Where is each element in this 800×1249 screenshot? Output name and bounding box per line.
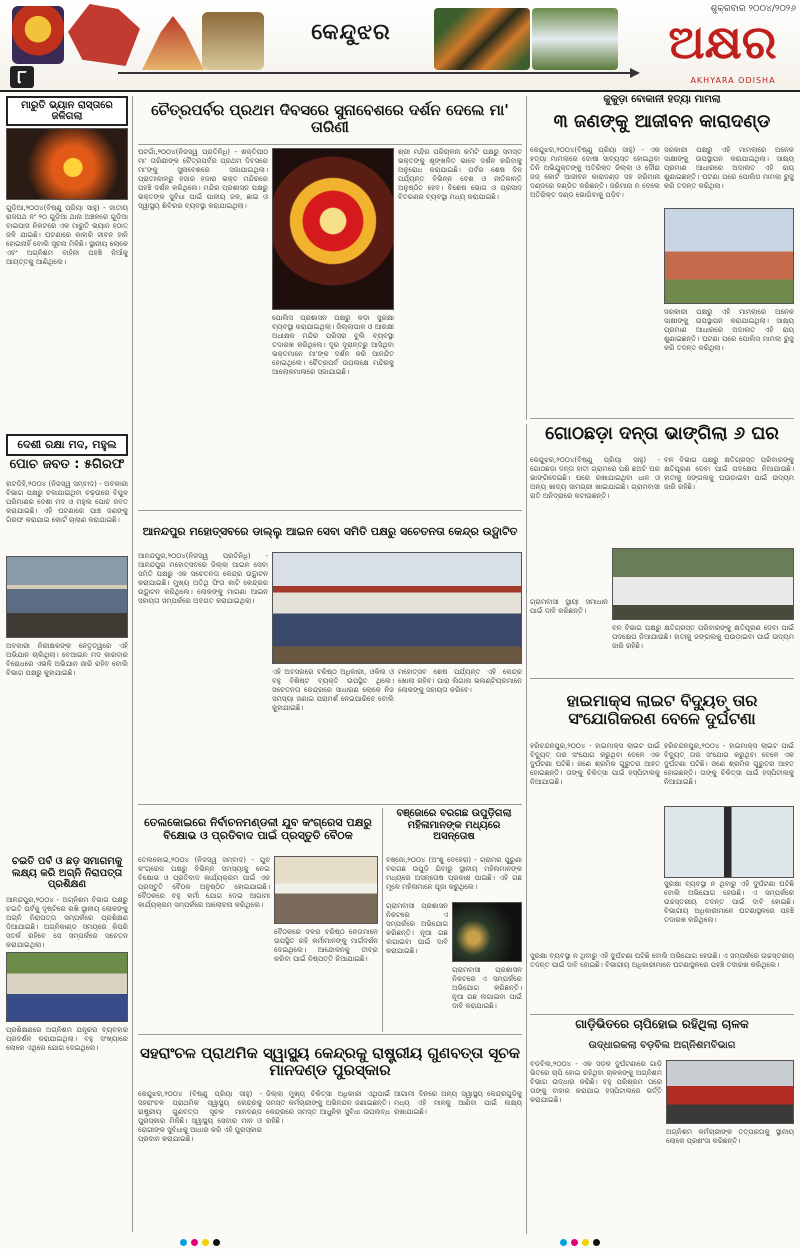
story-fire-training-body: ଆନନ୍ଦପୁର,୨୦୦୪ - ଅଗ୍ନିଶମ ବିଭାଗ ପକ୍ଷରୁ ଚଇତି ପର୍ବକୁ ଦୃଷ୍ଟିରେ ରଖି ସ୍ଥାନୀୟ ଲୋକଙ୍କୁ ଅଗ୍ନି ନିରାପତ୍ତା ସମ୍ପର୍କରେ ପ୍ରଶିକ୍ଷଣ ଦିଆଯାଇଛି। ଅଗ୍ନିକାଣ୍ଡ ସମୟରେ କିପରି ସତର୍କ ରହିବେ ସେ ସମ୍ପର୍କରେ ସଚେତନ କରାଯାଇଥିଲା।	[6, 896, 128, 949]
story-main-body-col3: ଶ୍ରୀ ମନ୍ଦିର ପରିଚାଳନା କମିଟି ପକ୍ଷରୁ ସମସ୍ତ ଭକ୍ତଙ୍କୁ ଶୃଙ୍ଖଳିତ ଭାବେ ଦର୍ଶନ କରିବାକୁ ଅନୁରୋଧ କରାଯାଇଛି। ପର୍ବର ଶେଷ ଦିନ ପର୍ଯ୍ୟନ୍ତ ବିଭିନ୍ନ ବେଶ ଓ ନୀତିକାନ୍ତି ଅନୁଷ୍ଠିତ ହେବ। ବିଶେଷ ଭୋଗ ଓ ପ୍ରସାଦ ବିତରଣର ବ୍ୟବସ୍ଥା ମଧ୍ୟ କରାଯାଇଛି।	[398, 148, 522, 201]
section-rule	[138, 510, 522, 511]
section-rule	[530, 418, 794, 419]
color-swatches	[560, 1239, 600, 1246]
headline-rule	[138, 144, 522, 145]
story-fire-headline: ମାରୁତି ଭ୍ୟାନ ରାସ୍ତାରେ ଜଳିଗଲା	[6, 96, 128, 126]
page-number: ୮	[10, 66, 34, 88]
column-rule	[526, 96, 527, 420]
story-rescue-subheadline: ଉଦ୍ଧାରକଲା ବଡ଼ବିଲ ଅଗ୍ନିଶମବିଭାଗ	[588, 1040, 736, 1051]
black-swatch	[213, 1239, 220, 1246]
story-banjo-photo	[452, 902, 522, 962]
story-telkoi-photo	[274, 856, 378, 924]
newspaper-logo: ଅକ୍ଷର	[668, 15, 777, 69]
story-highmast-photo	[664, 806, 794, 878]
temple-photo	[202, 12, 264, 70]
story-elephant-headline: ଗୋଠଛଡ଼ା ଦନ୍ତା ଭାଙ୍ଗିଲା ୬ ଘର	[545, 424, 779, 444]
story-main-headline: ଚୈତ୍ରପର୍ବର ପ୍ରଥମ ଦିବସରେ ସୁନାବେଶରେ ଦର୍ଶନ ଦେଲେ ମା' ତାରିଣୀ	[151, 100, 509, 136]
story-murder-body-col2: ସରକାରୀ ପକ୍ଷରୁ ଏହି ମାମଲାରେ ଅନେକ ସାକ୍ଷୀଙ୍କୁ ଉପସ୍ଥାପନ କରାଯାଇଥିଲା। ସାକ୍ଷ୍ୟ ପ୍ରମାଣ ଆଧାରରେ ଅଦାଲତ ଏହି ରାୟ ଶୁଣାଇଛନ୍ତି। ଘଟଣା ପରେ ପୋଲିସ ମାମଲା ରୁଜୁ କରି ତଦନ୍ତ କରିଥିଲା।	[664, 146, 794, 190]
story-fire-photo	[6, 128, 128, 200]
story-desi-subheadline: ପୋଚ ଜବତ : ୫ଗିରଫ	[9, 458, 125, 472]
masthead-arrow	[118, 72, 638, 74]
story-main-photo-deity	[272, 148, 394, 310]
story-elephant-photo	[612, 548, 794, 620]
story-highmast-headline: ହାଇମାକ୍ସ ଲାଇଟ ବିଦ୍ୟୁତ୍ ତାର ସଂଯୋଗିକରଣ ବେଳେ ଦୁର୍ଘଟଣା	[566, 690, 758, 728]
story-anandapur-body-col2: ଏହି ଅବସରରେ ବରିଷ୍ଠ ଅଧିକାରୀ, ଓକିଲ ଓ ବହୁ ବିଶିଷ୍ଟ ବ୍ୟକ୍ତି ଉପସ୍ଥିତ ଥିଲେ। ସଚେତନତା କେନ୍ଦ୍ରରେ ସାଧାରଣ ଲୋକେ ନିଜ ସମସ୍ୟା ଜଣାଇ ପରାମର୍ଶ ନେଇପାରିବେ ବୋଲି କୁହାଯାଇଛି।	[272, 668, 394, 712]
story-rescue-headline: ଗାଡ଼ିଭିତରେ ଚାପିହୋଇ ରହିଥିଲା ଚାଳକ	[575, 1018, 749, 1031]
story-elephant-body-col3: ଗ୍ରାମବାସୀ ସ୍ଥାୟୀ ସମାଧାନ ପାଇଁ ଦାବି କରିଛନ୍ତି।	[530, 598, 608, 615]
story-highmast-body-continued: ସୁରକ୍ଷା ବ୍ୟବସ୍ଥା ନ ଥିବାରୁ ଏହି ଦୁର୍ଘଟଣା ଘଟିଛି ବୋଲି ଅଭିଯୋଗ ହେଉଛି। ଏ ସମ୍ପର୍କରେ ଉଚ୍ଚସ୍ତରୀୟ ତଦନ୍ତ ପାଇଁ ଦାବି ହୋଇଛି। ବିଭାଗୀୟ ଅଧିକାରୀମାନେ ଘଟଣାସ୍ଥଳରେ ପହଞ୍ଚି ତଦାରଖ କରିଥିଲେ।	[530, 952, 794, 969]
story-fire-body: ଗୁଡ଼ିଆ,୨୦୦୪(ବିଷ୍ଣୁ ପ୍ରିୟା ସାହୁ) - ଜାତୀୟ ରାଜପଥ ନଂ ୨୦ ଗୁଡ଼ିଆ ଥାନା ଅଞ୍ଚଳରେ ଗୁଡ଼ିଆ ବାଇପାସ ନିକଟରେ ଏକ ମାରୁତି ଭ୍ୟାନ ହଠାତ୍ ଜଳି ଯାଇଛି। ଘଟଣାରେ କାହାରି ଜୀବନ ହାନି ହୋଇନାହିଁ ବୋଲି ସୂଚନା ମିଳିଛି। ସ୍ଥାନୀୟ ଲୋକେ ଏବଂ ଅଗ୍ନିଶମ ବାହିନୀ ପହଞ୍ଚି ନିଆଁକୁ ଆୟତ୍ତକୁ ଆଣିଥିଲେ।	[6, 204, 128, 266]
story-health-body-col1: କେନ୍ଦୁଝର,୨୦୦୪ (ବିଷ୍ଣୁ ପ୍ରିୟା ସାହୁ) - ସହରାଂଚଳ ପ୍ରାଥମିକ ସ୍ୱାସ୍ଥ୍ୟ କେନ୍ଦ୍ରକୁ ରାଷ୍ଟ୍ରୀୟ ଗୁଣବତ୍ତା ସୂଚକ ମାନଦଣ୍ଡ ପୁରସ୍କାର ମିଳିଛି। ସ୍ୱାସ୍ଥ୍ୟ ସେବାର ମାନ ଓ ରୋଗୀଙ୍କ ସୁବିଧାକୁ ଆଧାର କରି ଏହି ପୁରସ୍କାର ପ୍ରଦାନ କରାଯାଇଛି।	[138, 1090, 262, 1143]
story-anandapur-body-col3: ମହୋତ୍ସବ ଶେଷ ପର୍ଯ୍ୟନ୍ତ ଏହି କେନ୍ଦ୍ର ଖୋଲା ରହିବ। ପାରା ଲିଗାଲ ଭଲଣ୍ଟିୟରମାନେ ଲୋକଙ୍କୁ ସହାୟତା କରିବେ।	[398, 668, 522, 694]
column-rule	[526, 1018, 527, 1234]
magenta-swatch	[571, 1239, 578, 1246]
story-rescue-body-col2: ଅଗ୍ନିଶମ କର୍ମଚାରୀଙ୍କ ତତ୍ପରତାକୁ ସ୍ଥାନୀୟ ଲୋକେ ପ୍ରଶଂସା କରିଛନ୍ତି।	[666, 1128, 794, 1145]
deity-image	[12, 6, 64, 64]
story-banjo-body-continued: ଗ୍ରାମବାସୀ ପ୍ରଶାସନ ନିକଟରେ ଏ ସମ୍ପର୍କରେ ଅଭିଯୋଗ କରିଛନ୍ତି। ନୂଆ ଗଛ ଲଗାଇବା ପାଇଁ ଦାବି କରାଯାଇଛି।	[386, 902, 448, 955]
section-rule	[530, 678, 794, 679]
section-rule	[530, 1014, 794, 1015]
issue-date: ଶୁକ୍ରବାର ୨୦୦୪/୨୦୨୬	[710, 4, 796, 14]
newspaper-logo-subtitle: AKHYARA ODISHA	[690, 76, 776, 85]
column-rule	[382, 808, 383, 1032]
story-murder-kicker: କୁକୁଡ଼ା ବୋକାନୀ ହତ୍ୟା ମାମଲା	[603, 94, 721, 105]
story-desi-body-continued: ଅବକାରୀ ନିରୀକ୍ଷକଙ୍କ ନେତୃତ୍ୱରେ ଏହି ଅଭିଯାନ ଚାଲିଥିଲା। ବେଆଇନ ମଦ କାରବାର ବିରୋଧରେ ଏଭଳି ଅଭିଯାନ ଜାରି ରହିବ ବୋଲି ବିଭାଗ ପକ୍ଷରୁ କୁହାଯାଇଛି।	[6, 642, 128, 677]
story-murder-headline: ୩ ଜଣଙ୍କୁ ଆଜୀବନ କାରାଦଣ୍ଡ	[553, 112, 771, 132]
story-highmast-body-col2: ହରିଚନ୍ଦନପୁର,୨୦୦୪ - ହାଇମାକ୍ସ ଲାଇଟ ପାଇଁ ବିଦ୍ୟୁତ୍ ତାର ସଂଯୋଗ କରୁଥିବା ବେଳେ ଏକ ଦୁର୍ଘଟଣା ଘଟିଛି। ଜଣେ ଶ୍ରମିକ ଗୁରୁତର ଆହତ ହୋଇଛନ୍ତି। ତାଙ୍କୁ ଚିକିତ୍ସା ପାଇଁ ହସ୍ପିଟାଲକୁ ନିଆଯାଇଛି।	[664, 742, 794, 786]
section-rule	[138, 1034, 522, 1035]
magenta-swatch	[191, 1239, 198, 1246]
story-fire-training-photo	[6, 952, 128, 1022]
yellow-swatch	[202, 1239, 209, 1246]
yellow-swatch	[582, 1239, 589, 1246]
story-desi-body: ହାଟଡିହି,୨୦୦୪ (ନିଜସ୍ୱ ସମ୍ବାଦ) - ଅବକାରୀ ବିଭାଗ ପକ୍ଷରୁ ଚଳାଯାଇଥିବା ଚଢ଼ଉରେ ବିପୁଳ ପରିମାଣର ଦେଶୀ ମଦ ଓ ମହୁଲ ପୋଚ ଜବତ କରାଯାଇଛି। ଏହି ଘଟଣାରେ ପାଞ୍ଚ ଜଣଙ୍କୁ ଗିରଫ କରାଯାଇ କୋର୍ଟ ଚାଲାଣ କରାଯାଇଛି।	[6, 480, 128, 524]
column-rule	[132, 96, 133, 1232]
story-murder-body-col1: କେନ୍ଦୁଝର,୨୦୦୪(ବିଷ୍ଣୁ ପ୍ରିୟା ସାହୁ) - ଏକ ହତ୍ୟା ମାମଲାରେ ଦୋଷୀ ସାବ୍ୟସ୍ତ ହୋଇଥିବା ତିନି ଅଭିଯୁକ୍ତଙ୍କୁ ଅତିରିକ୍ତ ଜିଲ୍ଲା ଓ ଦୌରା ଜଜ୍ କୋର୍ଟ ଆଜୀବନ କାରାଦଣ୍ଡ ସହ ଜରିମାନା ଦଣ୍ଡରେ ଦଣ୍ଡିତ କରିଛନ୍ତି। ଜରିମାନା ନ ଦେଲେ ଅତିରିକ୍ତ ଦଣ୍ଡ ଭୋଗିବାକୁ ପଡ଼ିବ।	[530, 146, 660, 199]
story-desi-photo	[6, 556, 128, 638]
cyan-swatch	[180, 1239, 187, 1246]
story-rescue-photo	[666, 1060, 794, 1124]
story-highmast-body-col1: ହରିଚନ୍ଦନପୁର,୨୦୦୪ - ହାଇମାକ୍ସ ଲାଇଟ ପାଇଁ ବିଦ୍ୟୁତ୍ ତାର ସଂଯୋଗ କରୁଥିବା ବେଳେ ଏକ ଦୁର୍ଘଟଣା ଘଟିଛି। ଜଣେ ଶ୍ରମିକ ଗୁରୁତର ଆହତ ହୋଇଛନ୍ତି। ତାଙ୍କୁ ଚିକିତ୍ସା ପାଇଁ ହସ୍ପିଟାଲକୁ ନିଆଯାଇଛି।	[530, 742, 660, 786]
district-title: କେନ୍ଦୁଝର	[311, 19, 391, 45]
story-telkoi-body-col1: ତେଲକୋଇ,୨୦୦୪ (ନିଜସ୍ୱ ସମ୍ବାଦ) - ଯୁବ କଂଗ୍ରେସ ପକ୍ଷରୁ ବିଭିନ୍ନ ସମସ୍ୟାକୁ ନେଇ ବିକ୍ଷୋଭ ଓ ପ୍ରତିବାଦ କାର୍ଯ୍ୟକ୍ରମ ପାଇଁ ଏକ ପ୍ରସ୍ତୁତି ବୈଠକ ଅନୁଷ୍ଠିତ ହୋଇଯାଇଛି। ବୈଠକରେ ବହୁ କର୍ମୀ ଯୋଗ ଦେଇ ଆଗାମୀ କାର୍ଯ୍ୟକ୍ରମ ସମ୍ପର୍କରେ ଆଲୋଚନା କରିଥିଲେ।	[138, 856, 270, 909]
story-anandapur-headline: ଆନନ୍ଦପୁର ମହୋତ୍ସବରେ ଡାଲ୍ଲୁ ଆଇନ ସେବା ସମିତି ପକ୍ଷରୁ ସଚେତନତା କେନ୍ଦ୍ର ଉଦ୍ଘାଟିତ	[142, 524, 518, 538]
story-elephant-body-col4: ବନ ବିଭାଗ ପକ୍ଷରୁ କ୍ଷତିଗ୍ରସ୍ତ ପରିବାରଙ୍କୁ କ୍ଷତିପୂରଣ ଦେବା ପାଇଁ ପଦକ୍ଷେପ ନିଆଯାଉଛି। ହାତୀକୁ ଜଙ୍ଗଲକୁ ଘଉଡ଼ାଇବା ପାଇଁ ଉଦ୍ୟମ ଜାରି ରହିଛି।	[612, 624, 794, 650]
story-fire-training-body-continued: ପ୍ରଶିକ୍ଷଣରେ ଅଗ୍ନିଶମ ଯନ୍ତ୍ରର ବ୍ୟବହାର ପ୍ରଦର୍ଶନ କରାଯାଇଥିଲା। ବହୁ ସଂଖ୍ୟାରେ ଲୋକେ ଏଥିରେ ଯୋଗ ଦେଇଥିଲେ।	[6, 1026, 128, 1052]
story-main-body-col1: ଘଟଗାଁ,୨୦୦୪(ନିଜସ୍ୱ ପ୍ରତିନିଧି) - ଶକ୍ତିପୀଠ ମା' ତାରିଣୀଙ୍କ ଚୈତ୍ରପର୍ବର ପ୍ରଥମ ଦିବସରେ ମା'ଙ୍କୁ ସୁନାବେଶରେ ସଜାଯାଇଥିଲା। ପ୍ରାତଃକାଳରୁ ହଜାର ହଜାର ଭକ୍ତ ମନ୍ଦିରରେ ପହଞ୍ଚି ଦର୍ଶନ କରିଥିଲେ। ମନ୍ଦିର ପ୍ରଶାସନ ପକ୍ଷରୁ ଭକ୍ତଙ୍କ ସୁବିଧା ପାଇଁ ପାନୀୟ ଜଳ, ଛାଇ ଓ ସ୍ୱାସ୍ଥ୍ୟ ଶିବିରର ବ୍ୟବସ୍ଥା କରାଯାଇଥିଲା।	[138, 148, 268, 210]
story-health-body-col2: ଜିଲ୍ଲା ମୁଖ୍ୟ ଚିକିତ୍ସା ଅଧିକାରୀ ଏଥିପାଇଁ ସମସ୍ତ କର୍ମଚାରୀଙ୍କୁ ଅଭିନନ୍ଦନ ଜଣାଇଛନ୍ତି। କେନ୍ଦ୍ରରେ ସମସ୍ତ ଆଧୁନିକ ସୁବିଧା ଉପଲବ୍ଧ ରହିଛି।	[266, 1090, 390, 1125]
story-rescue-body-col1: ବଡ଼ବିଲ,୨୦୦୪ - ଏକ ସଡ଼କ ଦୁର୍ଘଟଣାରେ ଗାଡ଼ି ଭିତରେ ଚାପି ହୋଇ ରହିଥିବା ଚାଳକଙ୍କୁ ଅଗ୍ନିଶମ ବିଭାଗ ଉଦ୍ଧାର କରିଛି। ବହୁ ପରିଶ୍ରମ ପରେ ତାଙ୍କୁ ବାହାର କରାଯାଇ ହସ୍ପିଟାଲରେ ଭର୍ତ୍ତି କରାଯାଇଛି।	[530, 1060, 662, 1104]
story-desi-headline: ଦେଶୀ ରକ୍ଷା ମଦ, ମହୁଲ	[6, 434, 128, 456]
black-swatch	[593, 1239, 600, 1246]
story-banjo-body: ବଞ୍ଜୋ,୨୦୦୪ (ଅଂଶୁ ବେହେରା) - ଗ୍ରାମର ପୁରୁଣା ବରଗଛ ଉପୁଡ଼ି ଯିବାରୁ ସ୍ଥାନୀୟ ମହିଳାମାନଙ୍କ ମଧ୍ୟରେ ଅସନ୍ତୋଷ ପ୍ରକାଶ ପାଇଛି। ଏହି ଗଛ ମୂଳେ ମହିଳାମାନେ ପୂଜା କରୁଥିଲେ।	[386, 856, 522, 891]
story-health-body-col3: ଆଗାମୀ ଦିନରେ ଅନ୍ୟ ସ୍ୱାସ୍ଥ୍ୟ କେନ୍ଦ୍ରଗୁଡ଼ିକୁ ମଧ୍ୟ ଏହି ମାନକୁ ଆଣିବା ପାଇଁ ଲକ୍ଷ୍ୟ ରଖାଯାଇଛି।	[394, 1090, 522, 1116]
section-rule	[138, 804, 522, 805]
color-swatches	[180, 1239, 220, 1246]
print-registration-strip	[0, 1236, 800, 1249]
story-anandapur-photo	[272, 552, 522, 664]
story-elephant-body-col2: ବନ ବିଭାଗ ପକ୍ଷରୁ କ୍ଷତିଗ୍ରସ୍ତ ପରିବାରଙ୍କୁ କ୍ଷତିପୂରଣ ଦେବା ପାଇଁ ପଦକ୍ଷେପ ନିଆଯାଉଛି। ହାତୀକୁ ଜଙ୍ଗଲକୁ ଘଉଡ଼ାଇବା ପାଇଁ ଉଦ୍ୟମ ଜାରି ରହିଛି।	[664, 456, 794, 491]
waterfall-image	[532, 8, 618, 70]
story-highmast-body-col3: ସୁରକ୍ଷା ବ୍ୟବସ୍ଥା ନ ଥିବାରୁ ଏହି ଦୁର୍ଘଟଣା ଘଟିଛି ବୋଲି ଅଭିଯୋଗ ହେଉଛି। ଏ ସମ୍ପର୍କରେ ଉଚ୍ଚସ୍ତରୀୟ ତଦନ୍ତ ପାଇଁ ଦାବି ହୋଇଛି। ବିଭାଗୀୟ ଅଧିକାରୀମାନେ ଘଟଣାସ୍ଥଳରେ ପହଞ୍ଚି ତଦାରଖ କରିଥିଲେ।	[664, 880, 794, 924]
story-anandapur-body-col1: ଆନନ୍ଦପୁର,୨୦୦୪(ନିଜସ୍ୱ ପ୍ରତିନିଧି) - ଆନନ୍ଦପୁର ମହୋତ୍ସବରେ ଜିଲ୍ଲା ଆଇନ ସେବା ସମିତି ପକ୍ଷରୁ ଏକ ସଚେତନତା କେନ୍ଦ୍ର ଉଦ୍ଘାଟନ କରାଯାଇଛି। ମୁଖ୍ୟ ଅତିଥି ଫିତା କାଟି କେନ୍ଦ୍ରର ଉଦ୍ଘାଟନ କରିଥିଲେ। ଲୋକଙ୍କୁ ମାଗଣା ଆଇନ ସହାୟତା ସମ୍ପର୍କରେ ଅବଗତ କରାଯାଇଥିଲା।	[138, 552, 268, 605]
story-health-headline: ସହରାଂଚଳ ପ୍ରାଥମିକ ସ୍ୱାସ୍ଥ୍ୟ କେନ୍ଦ୍ରକୁ ରାଷ୍ଟ୍ରୀୟ ଗୁଣବତ୍ତା ସୂଚକ ମାନଦଣ୍ଡ ପୁରସ୍କାର	[140, 1043, 520, 1079]
story-banjo-body-col2: ଗ୍ରାମବାସୀ ପ୍ରଶାସନ ନିକଟରେ ଏ ସମ୍ପର୍କରେ ଅଭିଯୋଗ କରିଛନ୍ତି। ନୂଆ ଗଛ ଲଗାଇବା ପାଇଁ ଦାବି କରାଯାଇଛି।	[452, 966, 522, 1010]
cyan-swatch	[560, 1239, 567, 1246]
story-banjo-headline: ବଞ୍ଜୋରେ ବରଗଛ ଉପୁଡ଼ିଗଲା ମହିଳାମାନଙ୍କ ମଧ୍ୟରେ ଅସନ୍ତୋଷ	[396, 808, 512, 842]
story-telkoi-headline: ତେଲକୋଇରେ ନିର୍ବାଚନମଣ୍ଡଳୀ ଯୁବ କଂଗ୍ରେସ ପକ୍ଷରୁ ବିକ୍ଷୋଭ ଓ ପ୍ରତିବାଦ ପାଇଁ ପ୍ରସ୍ତୁତି ବୈଠକ	[144, 816, 372, 842]
story-murder-body-col2-continued: ସରକାରୀ ପକ୍ଷରୁ ଏହି ମାମଲାରେ ଅନେକ ସାକ୍ଷୀଙ୍କୁ ଉପସ୍ଥାପନ କରାଯାଇଥିଲା। ସାକ୍ଷ୍ୟ ପ୍ରମାଣ ଆଧାରରେ ଅଦାଲତ ଏହି ରାୟ ଶୁଣାଇଛନ୍ତି। ଘଟଣା ପରେ ପୋଲିସ ମାମଲା ରୁଜୁ କରି ତଦନ୍ତ କରିଥିଲା।	[664, 308, 794, 352]
story-murder-photo-court	[664, 208, 794, 304]
tiger-image	[434, 8, 530, 70]
story-elephant-body-col1: କେନ୍ଦୁଝର,୨୦୦୪(ବିଷ୍ଣୁ ପ୍ରିୟା ସାହୁ) - ଗୋଠଛଡ଼ା ଦନ୍ତା ହାତୀ ଗ୍ରାମରେ ପଶି ଛଅଟି ଘର ଭାଙ୍ଗିଦେଇଛି। ଘରେ ରଖାଯାଇଥିବା ଧାନ ଓ ଅନ୍ୟ ଖାଦ୍ୟ ସାମଗ୍ରୀ ଖାଇଯାଇଛି। ଗ୍ରାମବାସୀ ରାତି ଅନିଦ୍ରାରେ କଟାଉଛନ୍ତି।	[530, 456, 660, 500]
column-rule	[526, 424, 527, 1032]
story-main-body-col2: ପୋଲିସ ପ୍ରଶାସନ ପକ୍ଷରୁ କଡ଼ା ସୁରକ୍ଷା ବ୍ୟବସ୍ଥା କରାଯାଇଥିଲା। ଜିଲ୍ଲାପାଳ ଓ ଆରକ୍ଷୀ ଅଧୀକ୍ଷକ ମନ୍ଦିର ପରିସର ବୁଲି ବ୍ୟବସ୍ଥା ତଦାରଖ କରିଥିଲେ। ଦୂର ଦୂରାନ୍ତରୁ ଆସିଥିବା ଭକ୍ତମାନେ ମା'ଙ୍କ ଦର୍ଶନ କରି ଆନନ୍ଦିତ ହୋଇଥିଲେ। ଚୈତ୍ରପର୍ବ ଉପଲକ୍ଷେ ମନ୍ଦିରକୁ ଆଲୋକମାଳାରେ ସଜାଯାଇଛି।	[272, 314, 394, 376]
story-fire-training-headline: ଚଇତି ପର୍ବ ଓ ଛଡ଼ ସମାଗମକୁ ଲକ୍ଷ୍ୟ କରି ଅଗ୍ନି ନିରାପତ୍ତା ପ୍ରଶିକ୍ଷଣ	[11, 856, 123, 890]
story-telkoi-body-col2: ବୈଠକରେ ଦଳର ବରିଷ୍ଠ ନେତାମାନେ ଉପସ୍ଥିତ ରହି କର୍ମୀମାନଙ୍କୁ ମାର୍ଗଦର୍ଶନ ଦେଇଥିଲେ। ଆନ୍ଦୋଳନକୁ ତୀବ୍ର କରିବା ପାଇଁ ନିଷ୍ପତ୍ତି ନିଆଯାଇଛି।	[274, 928, 378, 963]
